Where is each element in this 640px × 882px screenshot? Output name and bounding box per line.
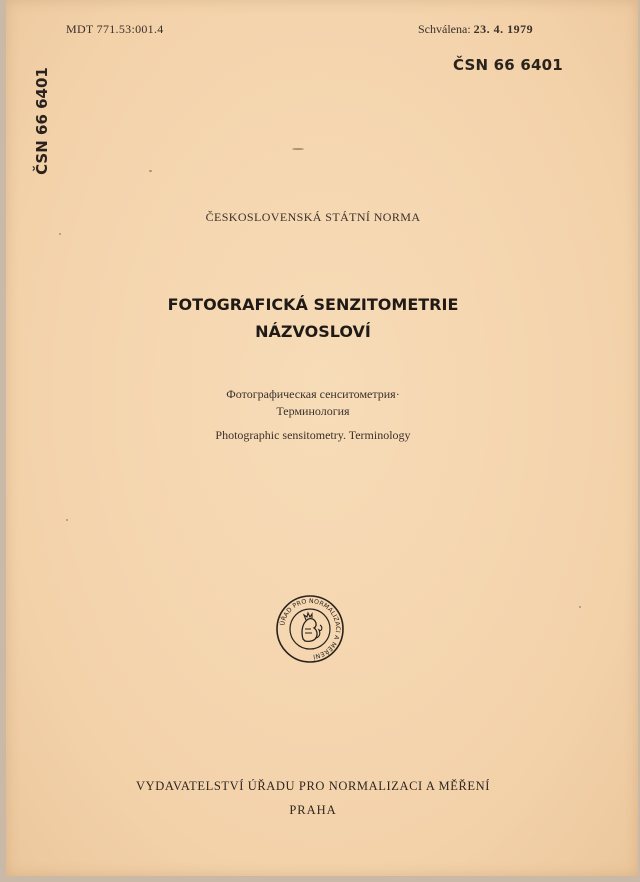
seal-lion-body — [302, 619, 317, 642]
organization-heading: ČESKOSLOVENSKÁ STÁTNÍ NORMA — [205, 210, 421, 224]
paper-speck — [292, 148, 304, 150]
approval-date — [418, 22, 533, 37]
paper-speck — [66, 519, 68, 521]
document-cover — [6, 0, 638, 876]
mdt-classification: MDT 771.53:001.4 — [66, 22, 164, 36]
approval-label: Schválena: — [418, 22, 471, 36]
standard-number: ČSN 66 6401 — [453, 56, 563, 74]
publisher-city: PRAHA — [289, 803, 337, 817]
english-title: Photographic sensitometry. Terminology — [215, 428, 411, 442]
paper-speck — [579, 606, 581, 608]
title-line-1: FOTOGRAFICKÁ SENZITOMETRIE — [167, 295, 459, 314]
publisher-name: VYDAVATELSTVÍ ÚŘADU PRO NORMALIZACI A MĚŘENÍ — [135, 779, 491, 793]
paper-speck — [149, 170, 152, 172]
document-title — [6, 291, 620, 345]
title-line-2: NÁZVOSLOVÍ — [255, 322, 371, 341]
spine-standard-number: ČSN 66 6401 — [33, 67, 51, 175]
seal-text-path: ÚŘAD PRO NORMALIZACI A MĚŘENÍ — [279, 597, 342, 660]
approval-date-value: 23. 4. 1979 — [473, 22, 534, 36]
seal-lion-detail — [305, 629, 312, 633]
paper-speck — [59, 233, 61, 235]
office-seal-icon — [275, 594, 345, 664]
russian-title-line-2: Терминология — [276, 404, 350, 418]
russian-title-line-1: Фотографическая сенситометрия· — [226, 387, 400, 401]
